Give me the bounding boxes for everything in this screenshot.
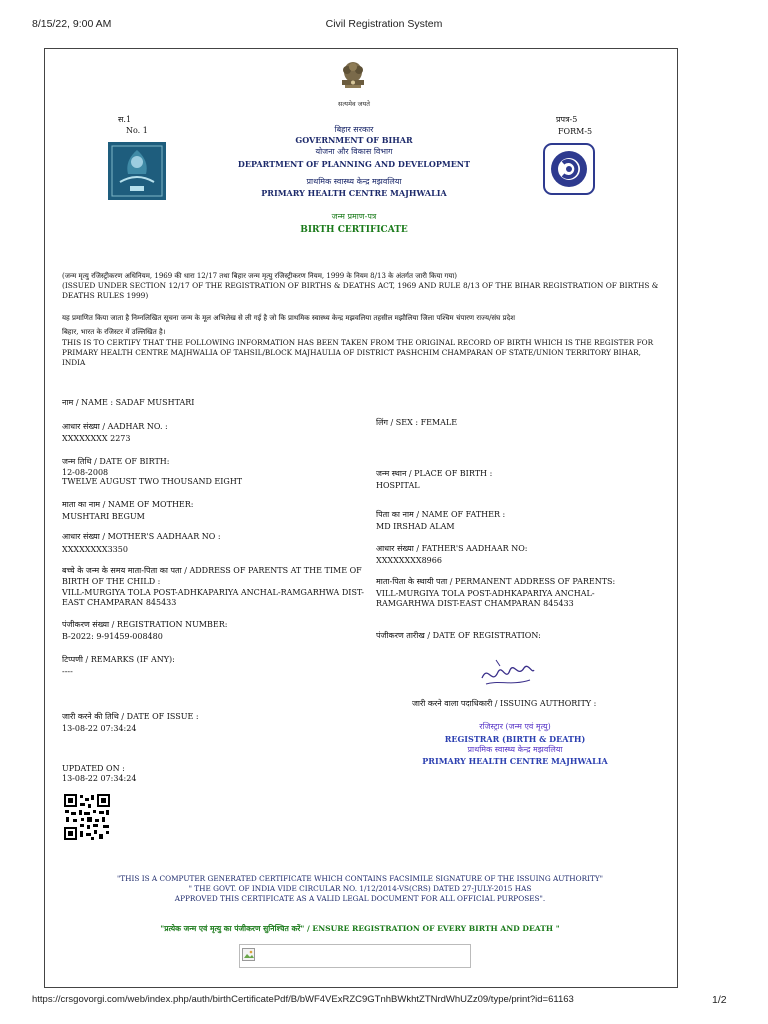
dept-hi: योजना और विकास विभाग bbox=[315, 147, 393, 156]
father-aadhaar-value: XXXXXXXX8966 bbox=[376, 556, 442, 565]
aadhar-value: XXXXXXXX 2273 bbox=[62, 434, 131, 443]
title-hi: जन्म प्रमाण-पत्र bbox=[331, 212, 377, 221]
regdate-label: पंजीकरण तारीख / DATE OF REGISTRATION: bbox=[376, 631, 541, 640]
govt-hi: बिहार सरकार bbox=[334, 125, 374, 134]
father-name-value: MD IRSHAD ALAM bbox=[376, 522, 455, 531]
registrar-en: REGISTRAR (BIRTH & DEATH) bbox=[444, 734, 586, 744]
father-aadhaar-label: आधार संख्या / FATHER'S AADHAAR NO: bbox=[376, 544, 528, 553]
bihar-govt-logo-icon bbox=[108, 142, 166, 200]
certify-hi-2: बिहार, भारत के रजिस्टर में उल्लिखित है। bbox=[62, 328, 166, 336]
perm-address-value-2: RAMGARHWA DIST-EAST CHAMPARAN 845433 bbox=[376, 599, 574, 608]
govt-en: GOVERNMENT OF BIHAR bbox=[295, 135, 413, 145]
dob-words: TWELVE AUGUST TWO THOUSAND EIGHT bbox=[62, 477, 243, 486]
certify-hi-1: यह प्रमाणित किया जाता है निम्नलिखित सूचना जन्म के मूल अभिलेख से ली गई है जो कि प्राथमिक स्वास्थ्य केन्द्र मझवलिया तहसील मझौलिया जिला पश्चिम चंपारण राज्य/संघ प्रदेश bbox=[62, 314, 515, 322]
sex: लिंग / SEX : FEMALE bbox=[376, 418, 458, 427]
circular-note-1: " THE GOVT. OF INDIA VIDE CIRCULAR NO. 1/12/2014-VS(CRS) DATED 27-JULY-2015 HAS bbox=[188, 884, 532, 893]
phc-hi: प्राथमिक स्वास्थ्य केन्द्र मझवलिया bbox=[306, 177, 402, 186]
address-value-1: VILL-MURGIYA TOLA POST-ADHKAPARIYA ANCHAL-RAMGARHWA DIST- bbox=[62, 588, 364, 597]
mother-name-label: माता का नाम / NAME OF MOTHER: bbox=[62, 500, 194, 509]
print-datetime: 8/15/22, 9:00 AM bbox=[32, 18, 112, 30]
remarks-label: टिप्पणी / REMARKS (IF ANY): bbox=[62, 655, 175, 664]
dob-value: 12-08-2008 bbox=[62, 468, 109, 477]
certify-en-2: PRIMARY HEALTH CENTRE MAJHWALIA OF TAHSIL/BLOCK MAJHAULIA OF DISTRICT PASHCHIM CHAMPARAN OF STATE/UNION TERRITORY BIHAR, bbox=[62, 348, 641, 357]
signature-icon bbox=[478, 656, 536, 690]
registrar-phc-en: PRIMARY HEALTH CENTRE MAJHWALIA bbox=[422, 756, 608, 766]
broken-image-icon bbox=[242, 947, 256, 961]
address-label-2: BIRTH OF THE CHILD : bbox=[62, 577, 161, 586]
print-page-count: 1/2 bbox=[712, 994, 727, 1006]
updated-value: 13-08-22 07:34:24 bbox=[62, 774, 137, 783]
certify-en-3: INDIA bbox=[62, 358, 86, 367]
mother-aadhaar-value: XXXXXXXX3350 bbox=[62, 545, 128, 554]
registrar-phc-hi: प्राथमिक स्वास्थ्य केन्द्र मझवलिया bbox=[467, 745, 563, 754]
issue-date-label: जारी करने की तिथि / DATE OF ISSUE : bbox=[62, 712, 199, 721]
aadhar-label: आधार संख्या / AADHAR NO. : bbox=[62, 422, 168, 431]
pob-value: HOSPITAL bbox=[376, 481, 420, 490]
mother-name-value: MUSHTARI BEGUM bbox=[62, 512, 145, 521]
registration-slogan: "प्रत्येक जन्म एवं मृत्यु का पंजीकरण सुनिश्चित करें" / ENSURE REGISTRATION OF EVERY BIRTH AND DEATH " bbox=[160, 924, 560, 933]
pob-label: जन्म स्थान / PLACE OF BIRTH : bbox=[376, 469, 493, 478]
updated-label: UPDATED ON : bbox=[62, 764, 125, 773]
perm-address-value-1: VILL-MURGIYA TOLA POST-ADHKAPARIYA ANCHAL- bbox=[376, 589, 595, 598]
dept-en: DEPARTMENT OF PLANNING AND DEVELOPMENT bbox=[237, 159, 471, 169]
father-name-label: पिता का नाम / NAME OF FATHER : bbox=[376, 510, 506, 519]
emblem-motto: सत्यमेव जयते bbox=[338, 100, 370, 108]
remarks-value: ---- bbox=[62, 667, 73, 676]
broken-image-placeholder bbox=[239, 944, 471, 968]
child-name: नाम / NAME : SADAF MUSHTARI bbox=[62, 398, 195, 407]
certify-en-1: THIS IS TO CERTIFY THAT THE FOLLOWING INFORMATION HAS BEEN TAKEN FROM THE ORIGINAL RECORD OF BIRTH WHICH IS THE REGISTER FOR bbox=[62, 338, 654, 347]
health-dept-logo-icon bbox=[543, 143, 595, 195]
address-label-1: बच्चे के जन्म के समय माता-पिता का पता / ADDRESS OF PARENTS AT THE TIME OF bbox=[62, 566, 362, 575]
issue-date-value: 13-08-22 07:34:24 bbox=[62, 724, 137, 733]
issuing-authority-label: जारी करने वाला पदाधिकारी / ISSUING AUTHORITY : bbox=[412, 699, 597, 708]
form-no-en: FORM-5 bbox=[558, 127, 593, 136]
issued-hi: (जन्म मृत्यु रजिस्ट्रीकरण अधिनियम, 1969 की धारा 12/17 तथा बिहार जन्म मृत्यु रजिस्ट्रीकरण नियम, 1999 के नियम 8/13 के अंतर्गत जारी किया गया) bbox=[62, 272, 457, 280]
qr-code-icon bbox=[63, 793, 111, 841]
serial-no-en: No. 1 bbox=[126, 126, 148, 135]
computer-generated-note: "THIS IS A COMPUTER GENERATED CERTIFICATE WHICH CONTAINS FACSIMILE SIGNATURE OF THE ISSUING AUTHORITY" bbox=[116, 874, 604, 883]
serial-no-hi: स.1 bbox=[118, 115, 132, 124]
circular-note-2: APPROVED THIS CERTIFICATE AS A VALID LEGAL DOCUMENT FOR ALL OFFICIAL PURPOSES". bbox=[174, 894, 546, 903]
mother-aadhaar-label: आधार संख्या / MOTHER'S AADHAAR NO : bbox=[62, 532, 221, 541]
perm-address-label: माता-पिता के स्थायी पता / PERMANENT ADDRESS OF PARENTS: bbox=[376, 577, 616, 586]
national-emblem-icon bbox=[336, 60, 370, 98]
issued-en-1: (ISSUED UNDER SECTION 12/17 OF THE REGISTRATION OF BIRTHS & DEATHS ACT, 1969 AND RULE 8/13 OF THE BIHAR REGISTRATION OF BIRTHS & bbox=[62, 281, 659, 290]
dob-label: जन्म तिथि / DATE OF BIRTH: bbox=[62, 457, 170, 466]
print-page-title: Civil Registration System bbox=[325, 18, 443, 30]
issued-en-2: DEATHS RULES 1999) bbox=[62, 291, 149, 300]
title-en: BIRTH CERTIFICATE bbox=[300, 225, 408, 235]
regno-value: B-2022: 9-91459-008480 bbox=[62, 632, 163, 641]
registrar-hi: रजिस्ट्रार (जन्म एवं मृत्यु) bbox=[479, 722, 551, 731]
regno-label: पंजीकरण संख्या / REGISTRATION NUMBER: bbox=[62, 620, 228, 629]
form-no-hi: प्रपत्र-5 bbox=[556, 115, 578, 124]
phc-en: PRIMARY HEALTH CENTRE MAJHWALIA bbox=[261, 188, 447, 198]
address-value-2: EAST CHAMPARAN 845433 bbox=[62, 598, 177, 607]
print-url[interactable]: https://crsgovorgi.com/web/index.php/auth/birthCertificatePdf/B/bWF4VExRZC9GTnhBWkhtZTNrdWhUZz09/type/print?id=61163 bbox=[32, 994, 574, 1005]
